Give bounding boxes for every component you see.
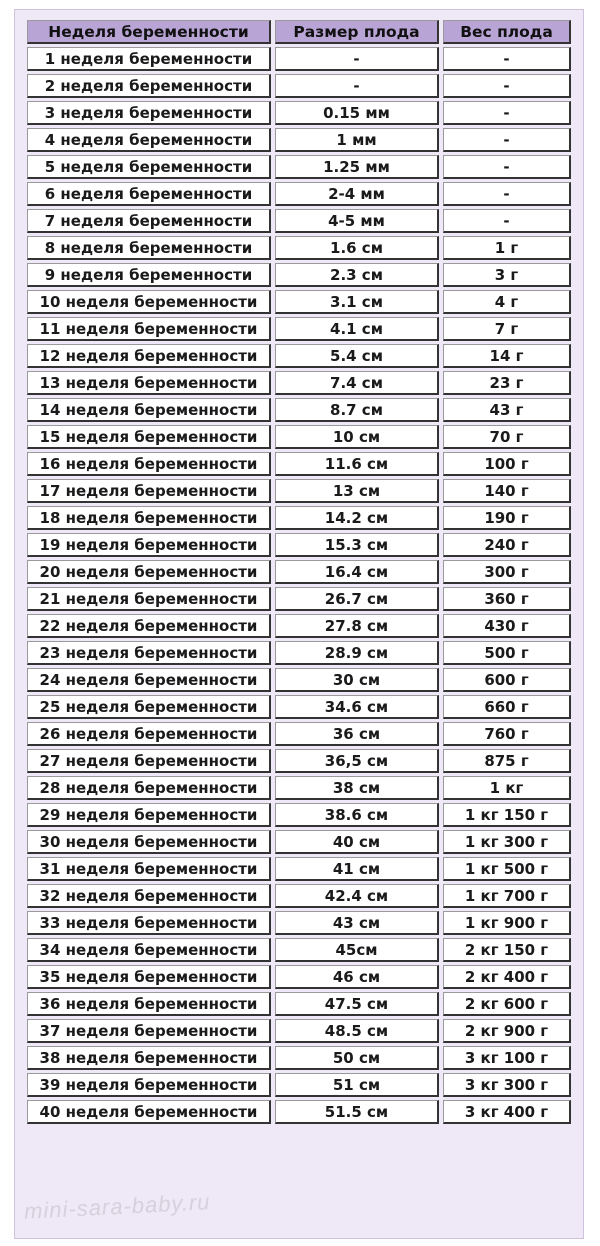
week-cell: 25 неделя беременности xyxy=(27,695,271,719)
fetal-size-cell: 11.6 см xyxy=(275,452,439,476)
table-row xyxy=(27,452,571,476)
fetal-size-cell: 4.1 см xyxy=(275,317,439,341)
week-cell: 2 неделя беременности xyxy=(27,74,271,98)
table-row xyxy=(27,101,571,125)
fetal-size-cell: 36 см xyxy=(275,722,439,746)
fetal-size-cell: 15.3 см xyxy=(275,533,439,557)
week-cell: 14 неделя беременности xyxy=(27,398,271,422)
fetal-weight-cell: - xyxy=(443,74,571,98)
fetal-weight-cell: 300 г xyxy=(443,560,571,584)
header-week: Неделя беременности xyxy=(27,20,271,44)
fetal-weight-cell: 4 г xyxy=(443,290,571,314)
fetal-weight-cell: 1 кг xyxy=(443,776,571,800)
table-row xyxy=(27,749,571,773)
fetal-weight-cell: 7 г xyxy=(443,317,571,341)
week-cell: 37 неделя беременности xyxy=(27,1019,271,1043)
week-cell: 6 неделя беременности xyxy=(27,182,271,206)
fetal-weight-cell: 1 кг 700 г xyxy=(443,884,571,908)
fetal-weight-cell: 14 г xyxy=(443,344,571,368)
fetal-weight-cell: 430 г xyxy=(443,614,571,638)
week-cell: 9 неделя беременности xyxy=(27,263,271,287)
table-row xyxy=(27,722,571,746)
table-row xyxy=(27,209,571,233)
table-row xyxy=(27,128,571,152)
header-row xyxy=(27,20,571,44)
week-cell: 26 неделя беременности xyxy=(27,722,271,746)
fetal-size-cell: 45см xyxy=(275,938,439,962)
fetal-size-cell: 41 см xyxy=(275,857,439,881)
fetal-size-cell: 4-5 мм xyxy=(275,209,439,233)
week-cell: 34 неделя беременности xyxy=(27,938,271,962)
week-cell: 32 неделя беременности xyxy=(27,884,271,908)
week-cell: 13 неделя беременности xyxy=(27,371,271,395)
week-cell: 4 неделя беременности xyxy=(27,128,271,152)
header-fetal-weight: Вес плода xyxy=(443,20,571,44)
week-cell: 19 неделя беременности xyxy=(27,533,271,557)
table-row xyxy=(27,74,571,98)
week-cell: 22 неделя беременности xyxy=(27,614,271,638)
fetal-size-cell: 10 см xyxy=(275,425,439,449)
fetal-size-cell: 38 см xyxy=(275,776,439,800)
fetal-size-cell: 26.7 см xyxy=(275,587,439,611)
week-cell: 7 неделя беременности xyxy=(27,209,271,233)
week-cell: 27 неделя беременности xyxy=(27,749,271,773)
fetal-size-cell: 0.15 мм xyxy=(275,101,439,125)
fetal-weight-cell: 500 г xyxy=(443,641,571,665)
fetal-size-cell: 16.4 см xyxy=(275,560,439,584)
fetal-weight-cell: - xyxy=(443,182,571,206)
fetal-weight-cell: 43 г xyxy=(443,398,571,422)
fetal-weight-cell: - xyxy=(443,47,571,71)
fetal-size-cell: 5.4 см xyxy=(275,344,439,368)
fetal-weight-cell: 600 г xyxy=(443,668,571,692)
week-cell: 11 неделя беременности xyxy=(27,317,271,341)
fetal-size-cell: 48.5 см xyxy=(275,1019,439,1043)
week-cell: 16 неделя беременности xyxy=(27,452,271,476)
week-cell: 38 неделя беременности xyxy=(27,1046,271,1070)
fetal-weight-cell: 70 г xyxy=(443,425,571,449)
week-cell: 17 неделя беременности xyxy=(27,479,271,503)
fetal-weight-cell: 190 г xyxy=(443,506,571,530)
fetal-weight-cell: - xyxy=(443,209,571,233)
fetal-weight-cell: 2 кг 400 г xyxy=(443,965,571,989)
fetal-size-cell: 7.4 см xyxy=(275,371,439,395)
watermark: mini-sara-baby.ru xyxy=(23,1189,212,1224)
table-row xyxy=(27,398,571,422)
table-row xyxy=(27,1073,571,1097)
table-row xyxy=(27,290,571,314)
week-cell: 18 неделя беременности xyxy=(27,506,271,530)
table-row xyxy=(27,884,571,908)
fetal-size-cell: 8.7 см xyxy=(275,398,439,422)
fetal-weight-cell: 3 г xyxy=(443,263,571,287)
fetal-weight-cell: 1 кг 500 г xyxy=(443,857,571,881)
table-row xyxy=(27,641,571,665)
fetal-weight-cell: 2 кг 600 г xyxy=(443,992,571,1016)
table-row xyxy=(27,668,571,692)
table-row xyxy=(27,1019,571,1043)
table-row xyxy=(27,857,571,881)
fetal-size-cell: 3.1 см xyxy=(275,290,439,314)
fetal-weight-cell: 100 г xyxy=(443,452,571,476)
table-row xyxy=(27,695,571,719)
fetal-size-cell: 1 мм xyxy=(275,128,439,152)
table-row xyxy=(27,938,571,962)
fetal-weight-cell: 760 г xyxy=(443,722,571,746)
fetal-weight-cell: 1 кг 900 г xyxy=(443,911,571,935)
fetal-size-cell: 1.25 мм xyxy=(275,155,439,179)
table-row xyxy=(27,155,571,179)
week-cell: 33 неделя беременности xyxy=(27,911,271,935)
fetal-size-cell: 50 см xyxy=(275,1046,439,1070)
table-row xyxy=(27,533,571,557)
table-row xyxy=(27,992,571,1016)
week-cell: 12 неделя беременности xyxy=(27,344,271,368)
week-cell: 1 неделя беременности xyxy=(27,47,271,71)
fetal-size-cell: 38.6 см xyxy=(275,803,439,827)
fetal-weight-cell: - xyxy=(443,155,571,179)
table-row xyxy=(27,587,571,611)
fetal-size-cell: 42.4 см xyxy=(275,884,439,908)
fetal-size-cell: 14.2 см xyxy=(275,506,439,530)
week-cell: 28 неделя беременности xyxy=(27,776,271,800)
table-row xyxy=(27,1046,571,1070)
week-cell: 40 неделя беременности xyxy=(27,1100,271,1124)
fetal-size-cell: 30 см xyxy=(275,668,439,692)
fetal-weight-cell: 23 г xyxy=(443,371,571,395)
table-row xyxy=(27,317,571,341)
fetal-size-cell: 51.5 см xyxy=(275,1100,439,1124)
fetal-size-cell: 43 см xyxy=(275,911,439,935)
fetal-weight-cell: 240 г xyxy=(443,533,571,557)
table-row xyxy=(27,965,571,989)
week-cell: 21 неделя беременности xyxy=(27,587,271,611)
fetal-size-cell: 28.9 см xyxy=(275,641,439,665)
table-row xyxy=(27,1100,571,1124)
table-row xyxy=(27,47,571,71)
fetal-weight-cell: 360 г xyxy=(443,587,571,611)
table-row xyxy=(27,479,571,503)
fetal-weight-cell: 1 г xyxy=(443,236,571,260)
week-cell: 39 неделя беременности xyxy=(27,1073,271,1097)
fetal-size-cell: 2.3 см xyxy=(275,263,439,287)
table-row xyxy=(27,803,571,827)
week-cell: 29 неделя беременности xyxy=(27,803,271,827)
fetal-weight-cell: 875 г xyxy=(443,749,571,773)
fetal-weight-cell: 2 кг 900 г xyxy=(443,1019,571,1043)
table-row xyxy=(27,344,571,368)
week-cell: 36 неделя беременности xyxy=(27,992,271,1016)
week-cell: 8 неделя беременности xyxy=(27,236,271,260)
week-cell: 5 неделя беременности xyxy=(27,155,271,179)
fetal-weight-cell: 660 г xyxy=(443,695,571,719)
fetal-weight-cell: 2 кг 150 г xyxy=(443,938,571,962)
table-row xyxy=(27,425,571,449)
fetal-weight-cell: 3 кг 400 г xyxy=(443,1100,571,1124)
fetal-size-cell: 36,5 см xyxy=(275,749,439,773)
week-cell: 3 неделя беременности xyxy=(27,101,271,125)
table-row xyxy=(27,182,571,206)
fetal-size-cell: 46 см xyxy=(275,965,439,989)
week-cell: 35 неделя беременности xyxy=(27,965,271,989)
fetal-weight-cell: 1 кг 150 г xyxy=(443,803,571,827)
table-frame xyxy=(14,9,584,1239)
table-row xyxy=(27,776,571,800)
pregnancy-weeks-table xyxy=(23,17,575,1127)
fetal-weight-cell: 1 кг 300 г xyxy=(443,830,571,854)
table-body xyxy=(27,47,571,1124)
fetal-weight-cell: 3 кг 300 г xyxy=(443,1073,571,1097)
week-cell: 15 неделя беременности xyxy=(27,425,271,449)
week-cell: 24 неделя беременности xyxy=(27,668,271,692)
fetal-size-cell: 40 см xyxy=(275,830,439,854)
table-row xyxy=(27,830,571,854)
fetal-size-cell: 51 см xyxy=(275,1073,439,1097)
fetal-size-cell: 47.5 см xyxy=(275,992,439,1016)
week-cell: 10 неделя беременности xyxy=(27,290,271,314)
fetal-weight-cell: - xyxy=(443,128,571,152)
fetal-size-cell: 13 см xyxy=(275,479,439,503)
table-row xyxy=(27,263,571,287)
week-cell: 31 неделя беременности xyxy=(27,857,271,881)
fetal-weight-cell: 3 кг 100 г xyxy=(443,1046,571,1070)
table-row xyxy=(27,371,571,395)
header-fetal-size: Размер плода xyxy=(275,20,439,44)
table-row xyxy=(27,560,571,584)
fetal-size-cell: 2-4 мм xyxy=(275,182,439,206)
table-row xyxy=(27,614,571,638)
fetal-size-cell: - xyxy=(275,47,439,71)
table-row xyxy=(27,911,571,935)
fetal-weight-cell: 140 г xyxy=(443,479,571,503)
week-cell: 20 неделя беременности xyxy=(27,560,271,584)
fetal-size-cell: - xyxy=(275,74,439,98)
fetal-weight-cell: - xyxy=(443,101,571,125)
week-cell: 23 неделя беременности xyxy=(27,641,271,665)
fetal-size-cell: 27.8 см xyxy=(275,614,439,638)
fetal-size-cell: 1.6 см xyxy=(275,236,439,260)
fetal-size-cell: 34.6 см xyxy=(275,695,439,719)
week-cell: 30 неделя беременности xyxy=(27,830,271,854)
table-row xyxy=(27,506,571,530)
table-row xyxy=(27,236,571,260)
